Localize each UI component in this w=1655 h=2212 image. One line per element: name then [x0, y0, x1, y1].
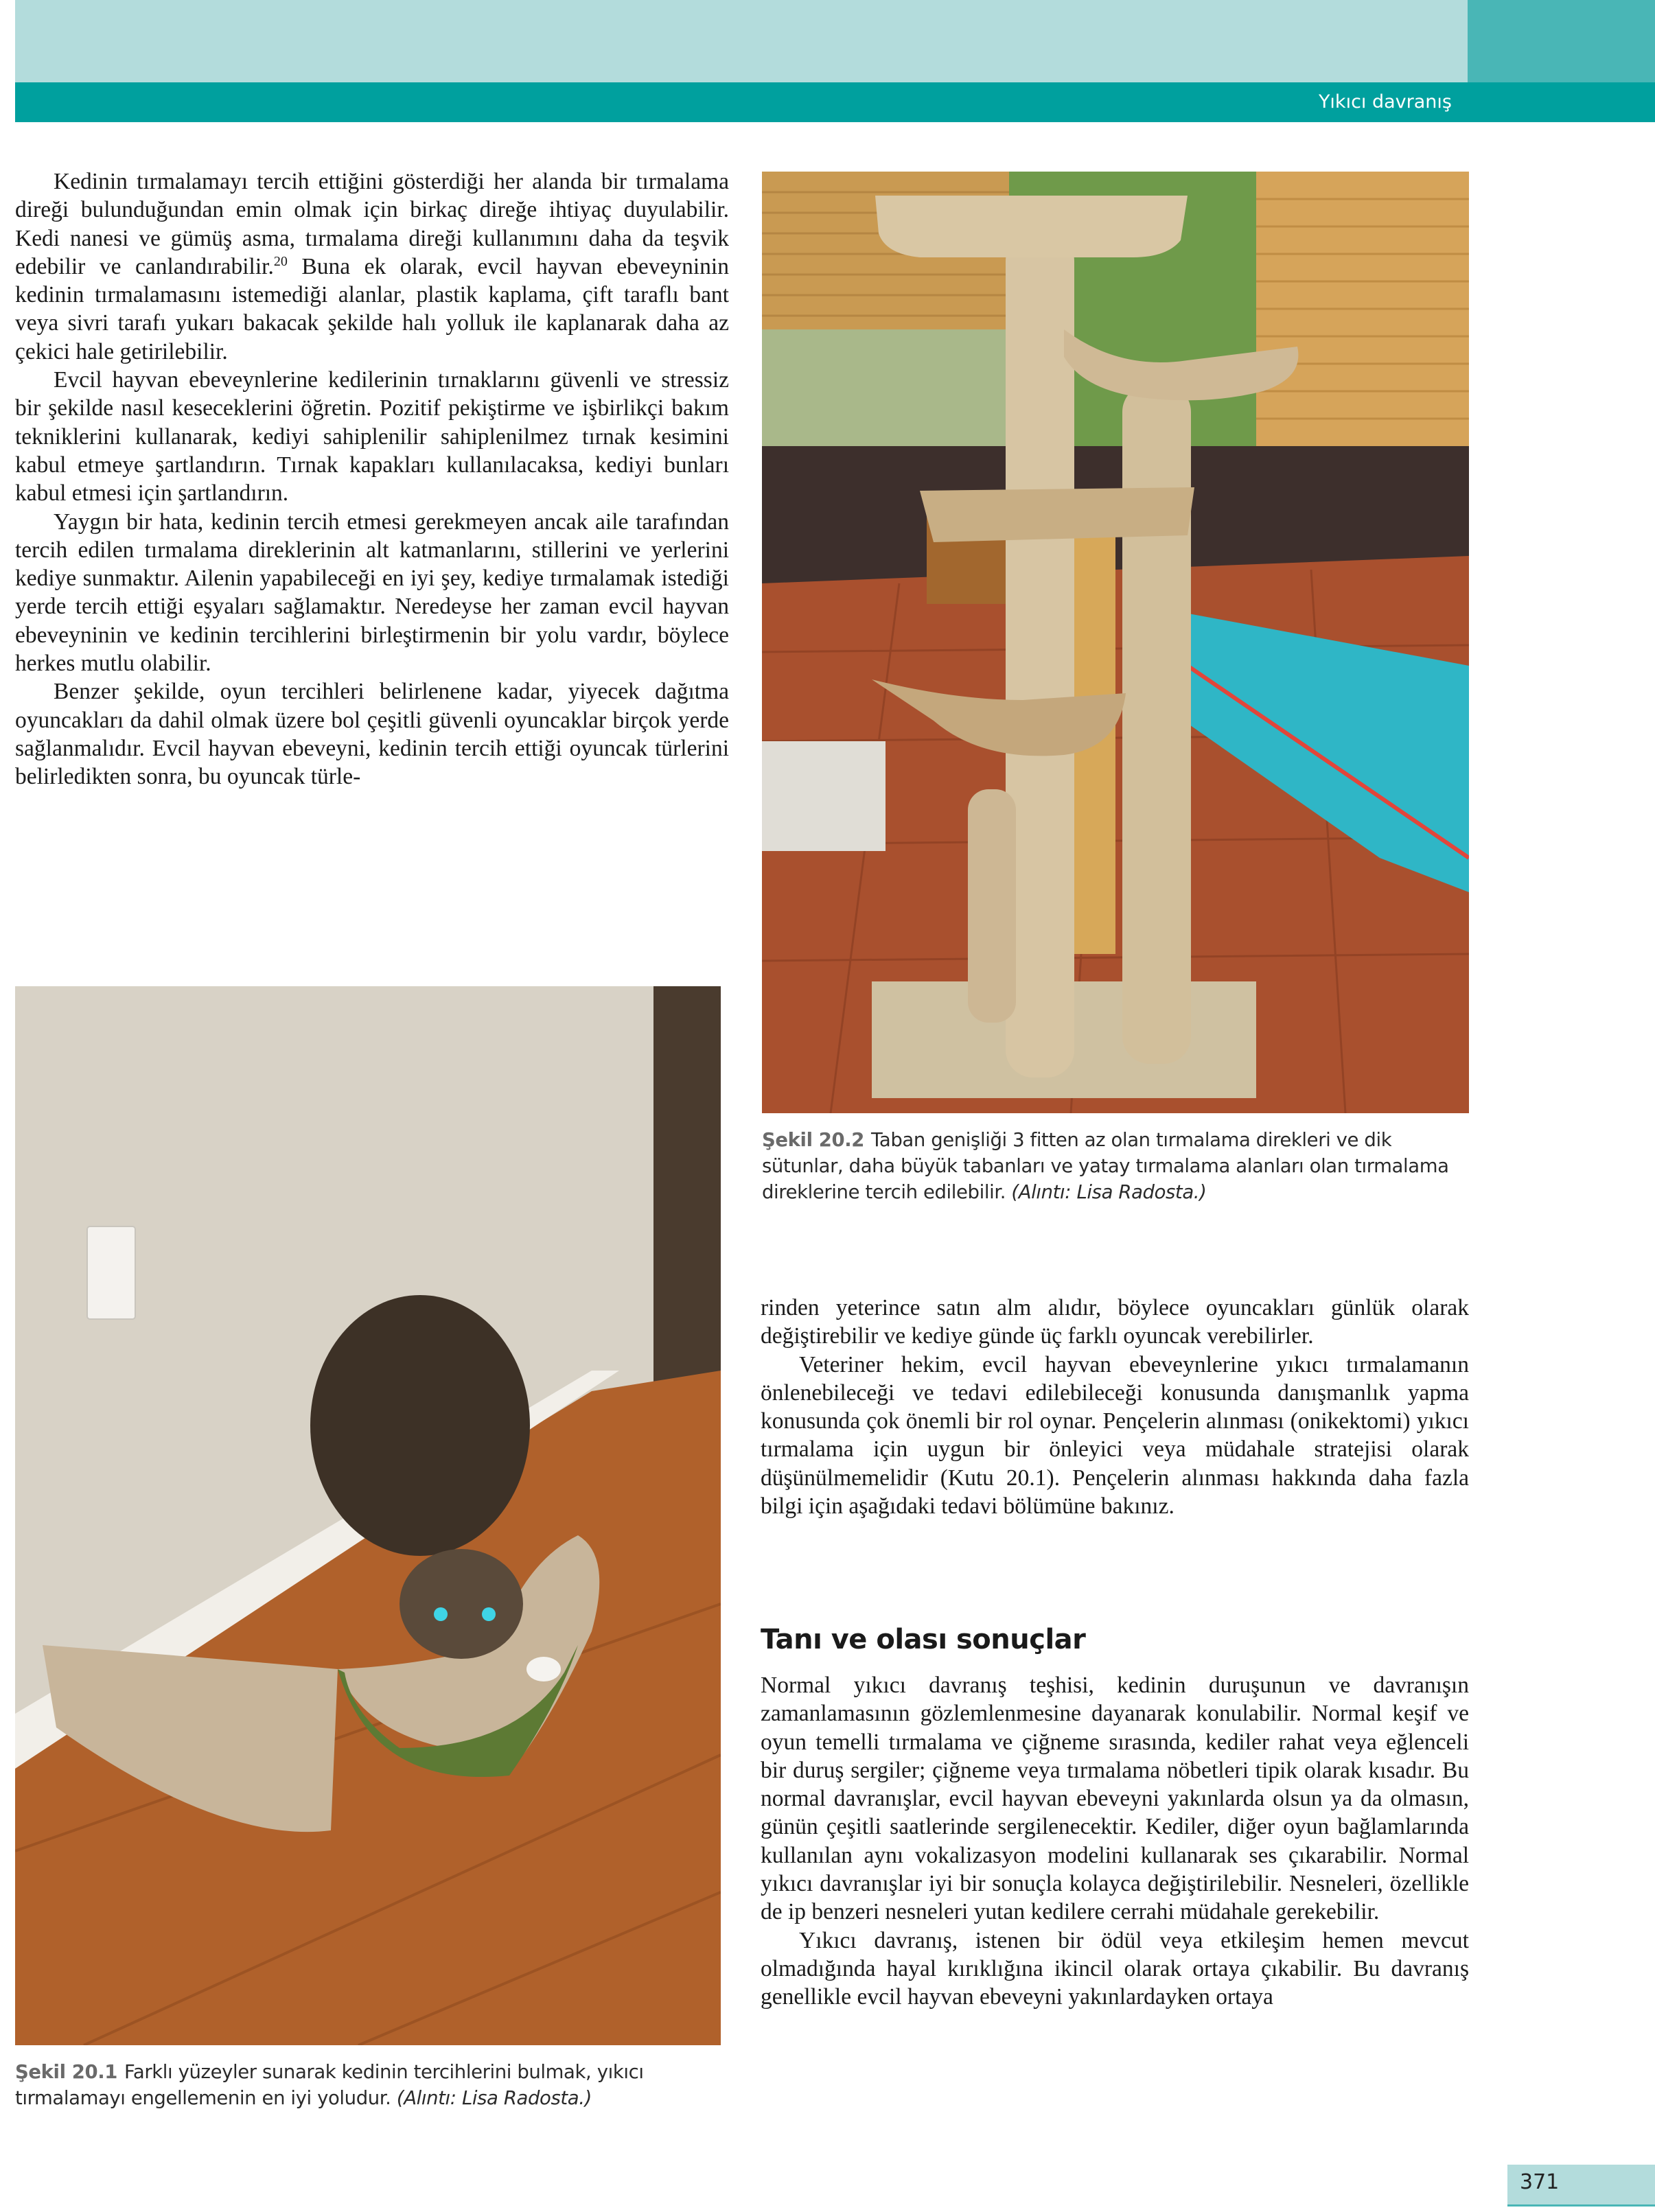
figure-20-1-photo — [15, 986, 721, 2045]
left-column-text — [15, 167, 729, 791]
page-number: 371 — [1520, 2170, 1560, 2194]
paragraph-text: Buna ek olarak, evcil hayvan ebeveyninin kedinin tırmalamasını istemediği alanlar, plastik kaplama, çift taraflı bant veya sivri tarafı yukarı bakacak şekilde halı yolluk ile kaplanarak daha az çekici hale getirilebilir. — [15, 253, 729, 364]
caption-credit: (Alıntı: Lisa Radosta.) — [396, 2087, 592, 2109]
running-title: Yıkıcı davranış — [1318, 91, 1452, 113]
paragraph: Yıkıcı davranış, istenen bir ödül veya etkileşim hemen mevcut olmadığında hayal kırıklığına ikincil olarak ortaya çıkabilir. Bu davranış genellikle evcil hayvan ebeveyni yakınlardayken ortaya — [761, 1927, 1469, 2010]
figure-label: Şekil 20.2 — [762, 1129, 865, 1151]
header-accent-block — [1468, 0, 1655, 82]
page-number-box — [1507, 2165, 1655, 2207]
figure-label: Şekil 20.1 — [15, 2061, 118, 2083]
header-band — [15, 0, 1468, 82]
caption-text: Farklı yüzeyler sunarak kedinin tercihlerini bulmak, yıkıcı tırmalamayı engellemenin en iyi yoludur. — [15, 2061, 644, 2109]
figure-20-1-caption — [15, 2059, 715, 2111]
paragraph: Yaygın bir hata, kedinin tercih etmesi gerekmeyen ancak aile tarafından tercih edilen tırmalama direklerinin alt katmanlarını, stillerini ve yerlerini kediye sunmaktır. Ailenin yapabileceği en iyi şey, kediye tırmalamak istediği yerde tercih ettiği eşyaları sağlamaktır. Neredeyse her zaman evcil hayvan ebeveyninin ve kedinin tercihlerini birleştirmenin bir yolu vardır, böylece herkes mutlu olabilir. — [15, 509, 729, 677]
section-heading: Tanı ve olası sonuçlar — [761, 1624, 1086, 1655]
right-column-text-section — [761, 1671, 1469, 2012]
caption-text: Taban genişliği 3 fitten az olan tırmalama direkleri ve dik sütunlar, daha büyük tabanları ve yatay tırmalama alanları olan tırmalama direklerine tercih edilebilir. — [762, 1129, 1449, 1203]
paragraph: Veteriner hekim, evcil hayvan ebeveynlerine yıkıcı tırmalamanın önlenebileceği ve tedavi edilebileceği konusunda danışmanlık yapma konusunda çok önemli bir rol oynar. Pençelerin alınması (onikektomi) yıkıcı tırmalama için uygun bir önleyici veya müdahale stratejisi olarak düşünülmemelidir (Kutu 20.1). Pençelerin alınması hakkında daha fazla bilgi için aşağıdaki tedavi bölümüne bakınız. — [761, 1351, 1469, 1520]
paragraph — [15, 167, 729, 366]
figure-20-2-photo — [762, 172, 1469, 1113]
paragraph: Benzer şekilde, oyun tercihleri belirlenene kadar, yiyecek dağıtma oyuncakları da dahil olmak üzere bol çeşitli güvenli oyuncaklar birçok yerde sağlanmalıdır. Evcil hayvan ebeveyni, kedinin tercih ettiği oyuncak türlerini belirledikten sonra, bu oyuncak türle- — [15, 679, 729, 790]
paragraph: Normal yıkıcı davranış teşhisi, kedinin duruşunun ve davranışın zamanlamasının gözlemlenmesine dayanarak konulabilir. Normal keşif ve oyun temelli tırmalama ve çiğneme sırasında, kediler rahat veya eğlenceli bir duruş sergiler; çiğneme veya tırmalama nöbetleri tipik olarak kısadır. Bu normal davranışlar, evcil hayvan ebeveyni yakınlarda olsun ya da olmasın, günün çeşitli saatlerinde sergilenecektir. Kediler, diğer oyun bağlamlarında kullanılan aynı vokalizasyon modelini kullanarak ses çıkarabilir. Normal yıkıcı davranışlar iyi bir sonuçla kolayca değiştirilebilir. Nesneleri, özellikle de ip benzeri nesneleri yutan kedilere cerrahi müdahale gerekebilir. — [761, 1673, 1469, 1925]
paragraph-text: Kedinin tırmalamayı tercih ettiğini gösterdiği her alanda bir tırmalama direği bulunduğundan emin olmak için birkaç direğe ihtiyaç duyulabilir. Kedi nanesi ve gümüş asma, tırmalama direği kullanımını daha da teşvik edebilir ve canlandırabilir. — [15, 169, 729, 279]
right-column-text-top — [761, 1294, 1469, 1520]
paragraph: Evcil hayvan ebeveynlerine kedilerinin tırnaklarını güvenli ve stressiz bir şekilde nasıl keseceklerini öğretin. Pozitif pekiştirme ve işbirlikçi bakım tekniklerini kullanarak, kediyi sahiplenilir sahiplenilmez tırnak kesimini kabul etmeye şartlandırın. Tırnak kapakları kullanılacaksa, kediyi bunları kabul etmesi için şartlandırın. — [15, 367, 729, 507]
footnote-ref[interactable]: 20 — [273, 253, 288, 269]
paragraph: rinden yeterince satın alm alıdır, böylece oyuncakları günlük olarak değiştirebilir ve kediye günde üç farklı oyuncak verebilirler. — [761, 1295, 1469, 1349]
figure-20-2-caption — [762, 1127, 1455, 1205]
caption-credit: (Alıntı: Lisa Radosta.) — [1011, 1181, 1207, 1203]
